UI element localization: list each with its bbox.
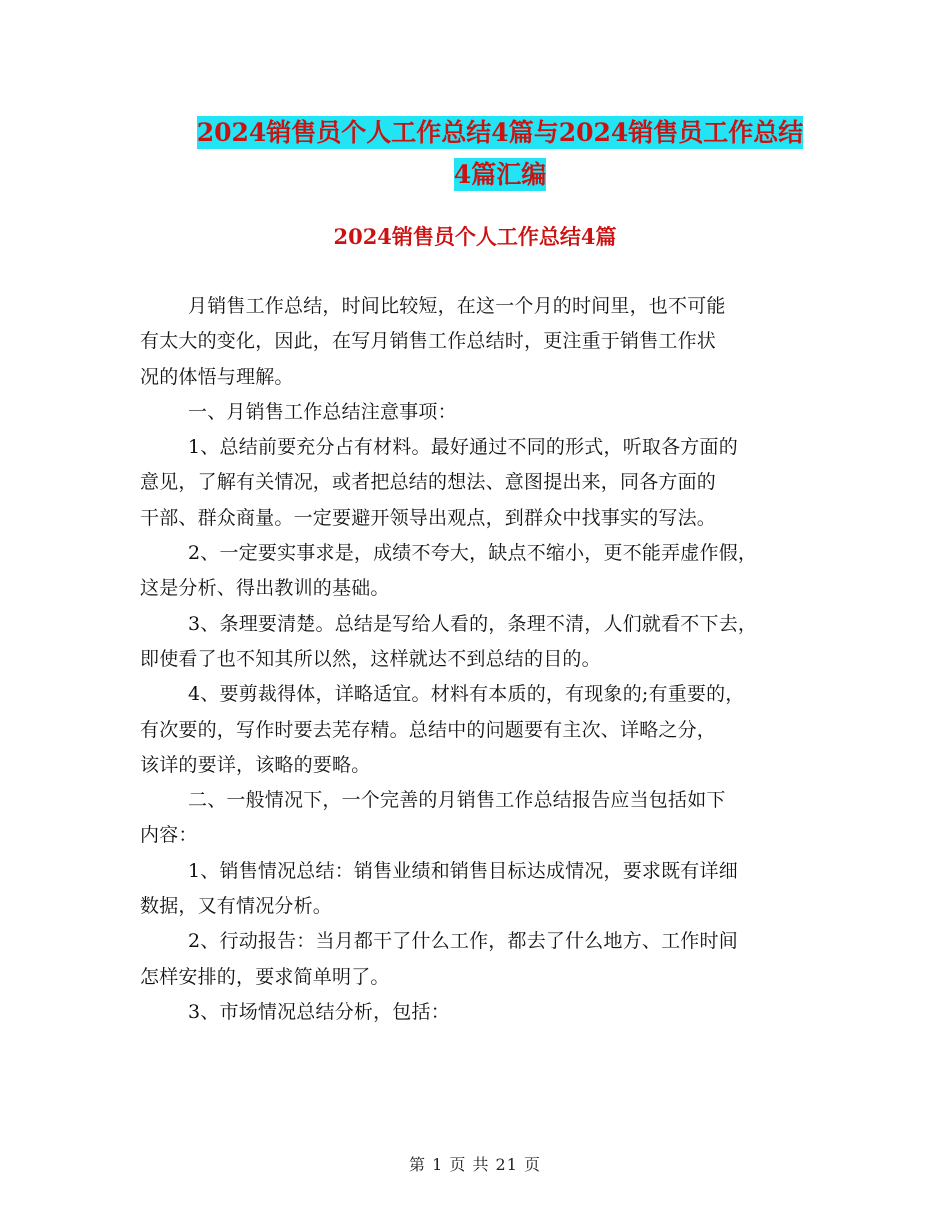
- body-line: 怎样安排的，要求简单明了。: [140, 965, 390, 988]
- body-line: 内容：: [140, 824, 198, 847]
- body-line: 干部、群众商量。一定要避开领导出观点，到群众中找事实的写法。: [140, 506, 717, 529]
- page-number-footer: 第 1 页 共 21 页: [409, 1155, 541, 1174]
- main-title-line-1: [100, 110, 900, 156]
- body-line: 一、月销售工作总结注意事项：: [188, 400, 457, 423]
- body-line: 况的体悟与理解。: [140, 365, 294, 388]
- body-line: 1、销售情况总结：销售业绩和销售目标达成情况，要求既有详细: [188, 859, 738, 882]
- body-line: 这是分析、得出教训的基础。: [140, 577, 390, 600]
- body-line: 意见，了解有关情况，或者把总结的想法、意图提出来，同各方面的: [140, 471, 717, 494]
- document-body: [140, 289, 830, 1030]
- body-line: 2、行动报告：当月都干了什么工作，都去了什么地方、工作时间: [188, 930, 738, 953]
- section-title: 2024销售员个人工作总结4篇: [333, 224, 617, 249]
- body-line: 2、一定要实事求是，成绩不夸大，缺点不缩小，更不能弄虚作假，: [188, 542, 758, 565]
- body-line: 二、一般情况下，一个完善的月销售工作总结报告应当包括如下: [188, 789, 726, 812]
- body-line: 3、市场情况总结分析，包括：: [188, 1000, 450, 1023]
- body-line: 数据，又有情况分析。: [140, 895, 333, 918]
- body-line: 该详的要详，该略的要略。: [140, 753, 371, 776]
- body-line: 有太大的变化，因此，在写月销售工作总结时，更注重于销售工作状: [140, 330, 717, 353]
- main-title-line-2: [100, 152, 900, 198]
- main-title-highlight-2: 4篇汇编: [453, 160, 547, 189]
- body-line: 4、要剪裁得体，详略适宜。材料有本质的，有现象的;有重要的，: [188, 683, 745, 706]
- body-line: 有次要的，写作时要去芜存精。总结中的问题要有主次、详略之分，: [140, 718, 717, 741]
- body-line: 月销售工作总结，时间比较短，在这一个月的时间里，也不可能: [188, 295, 726, 317]
- body-line: 1、总结前要充分占有材料。最好通过不同的形式，听取各方面的: [188, 436, 738, 459]
- body-line: 即使看了也不知其所以然，这样就达不到总结的目的。: [140, 647, 601, 670]
- body-line: 3、条理要清楚。总结是写给人看的，条理不清，人们就看不下去，: [188, 612, 758, 635]
- main-title-highlight-1: 2024销售员个人工作总结4篇与2024销售员工作总结: [196, 118, 804, 147]
